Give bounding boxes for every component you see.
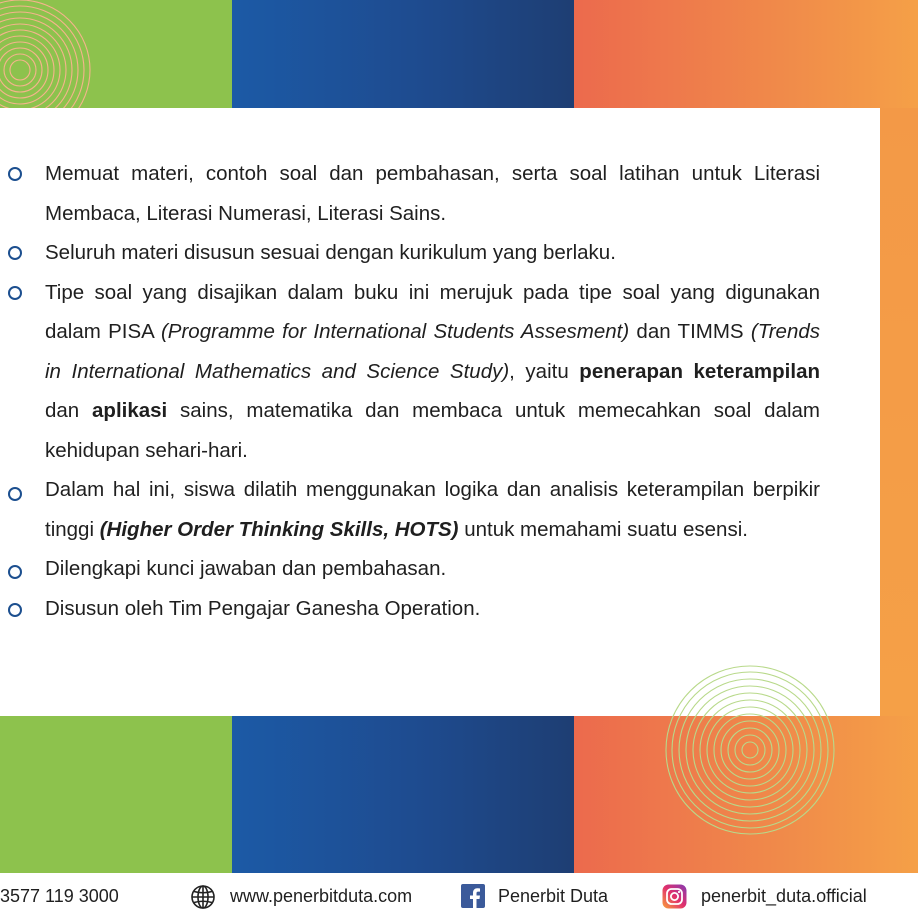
circle-bullet-icon	[8, 603, 22, 617]
feature-text: Seluruh materi disusun sesuai dengan kurikulum yang berlaku.	[45, 241, 616, 264]
top-color-band	[0, 0, 918, 108]
feature-text: Disusun oleh Tim Pengajar Ganesha Operation.	[45, 596, 481, 620]
contact-footer	[0, 873, 918, 918]
circle-bullet-icon	[8, 167, 22, 181]
globe-icon	[190, 884, 214, 908]
bottom-green-block	[0, 716, 232, 873]
facebook-icon	[461, 884, 485, 908]
website-link[interactable]: www.penerbitduta.com	[230, 886, 413, 906]
circle-bullet-icon	[8, 246, 22, 260]
instagram-icon	[662, 884, 686, 908]
feature-item	[0, 233, 880, 273]
feature-text: Tipe soal yang disajikan dalam buku ini merujuk pada tipe soal yang digunakan dalam PISA (Programme for International Students Assesment) dan TIMMS (Trends in International Mathematics and Science Study), yaitu penerapan keterampilan dan aplikasi sains, matematika dan membaca untuk memecahkan soal dalam kehidupan sehari-hari.	[45, 280, 821, 462]
bottom-right-rings-decoration	[660, 665, 840, 845]
top-orange-block	[574, 0, 918, 108]
feature-text: Dalam hal ini, siswa dilatih menggunakan logika dan analisis keterampilan berpikir tinggi (Higher Order Thinking Skills, HOTS) untuk memahami suatu esensi.	[45, 478, 820, 541]
feature-item	[0, 549, 880, 589]
bottom-blue-block	[232, 716, 574, 873]
feature-item	[0, 470, 880, 549]
facebook-link[interactable]: Penerbit Duta	[498, 886, 609, 906]
phone-number: 3577 119 3000	[0, 886, 119, 906]
feature-text: Dilengkapi kunci jawaban dan pembahasan.	[45, 557, 447, 580]
feature-list	[0, 154, 880, 628]
feature-text: Memuat materi, contoh soal dan pembahasan, serta soal latihan untuk Literasi Membaca, Literasi Numerasi, Literasi Sains.	[45, 162, 820, 225]
feature-item	[0, 273, 880, 471]
circle-bullet-icon	[8, 487, 22, 501]
right-orange-strip	[880, 108, 918, 716]
feature-item	[0, 154, 880, 233]
instagram-link[interactable]: penerbit_duta.official	[701, 886, 867, 906]
top-blue-block	[232, 0, 574, 108]
circle-bullet-icon	[8, 565, 22, 579]
feature-item	[0, 589, 880, 629]
circle-bullet-icon	[8, 286, 22, 300]
